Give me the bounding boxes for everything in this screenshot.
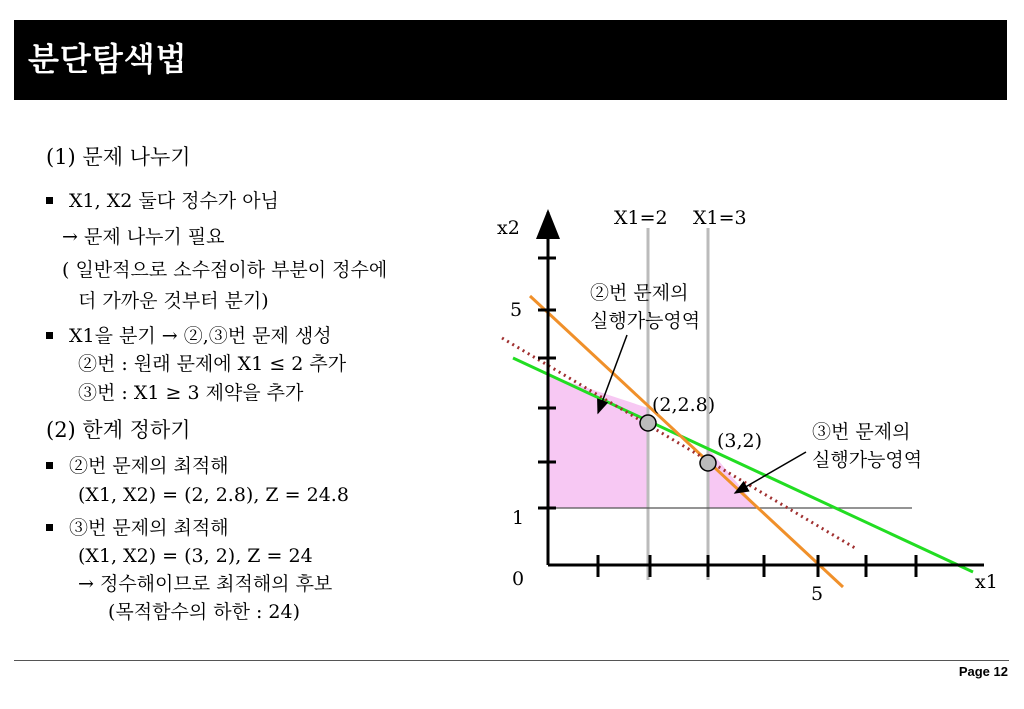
page-title: 분단탐색법 [28,40,188,78]
bullet-1-line-2: → 문제 나누기 필요 [62,226,225,248]
page-number: Page 12 [958,664,1008,679]
bullet-2-line-3: ③번 : X1 ≥ 3 제약을 추가 [78,382,304,404]
point-b-label: (3,2) [717,430,763,452]
section-heading-1: (1) 문제 나누기 [46,145,191,169]
bullet-1-line-3: ( 일반적으로 소수점이하 부분이 정수에 [62,259,388,281]
point-a-label: (2,2.8) [652,394,716,416]
bullet-2-line-1: X1을 분기 → ②,③번 문제 생성 [69,325,332,347]
region-2-label-line-1: ②번 문제의 [590,282,689,304]
y-tick-label-5: 5 [510,299,523,321]
bullet-1-line-4: 더 가까운 것부터 분기) [78,290,269,312]
bullet-2-line-2: ②번 : 원래 문제에 X1 ≤ 2 추가 [78,353,347,375]
bullet-4-line-3: → 정수해이므로 최적해의 후보 [78,573,333,595]
branch-line-label-2: X1=3 [693,207,747,229]
arrow-region-3 [735,452,806,493]
section-heading-2: (2) 한계 정하기 [46,418,191,442]
bullet-4-line-1: ③번 문제의 최적해 [69,517,229,539]
branch-line-label-1: X1=2 [614,207,668,229]
footer-divider [14,660,1009,661]
bullet-4-line-4: (목적함수의 하한 : 24) [108,601,301,623]
bullet-3-line-2: (X1, X2) = (2, 2.8), Z = 24.8 [78,484,349,506]
bullet-3-line-1: ②번 문제의 최적해 [69,455,229,477]
bullet-4-line-2: (X1, X2) = (3, 2), Z = 24 [78,545,313,567]
y-tick-label-1: 1 [512,507,525,529]
region-3-label-line-2: 실행가능영역 [812,449,923,471]
region-3-label-line-1: ③번 문제의 [812,421,911,443]
x-tick-label-5: 5 [811,583,824,605]
bullet-1-line-1: X1, X2 둘다 정수가 아님 [69,190,279,212]
feasible-region-2 [548,375,648,508]
solution-point-b [700,455,716,471]
x-axis-label: x1 [975,571,998,593]
y-axis-label: x2 [497,217,520,239]
region-2-label-line-2: 실행가능영역 [590,310,701,332]
solution-point-a [640,415,656,431]
origin-label: 0 [512,568,525,590]
